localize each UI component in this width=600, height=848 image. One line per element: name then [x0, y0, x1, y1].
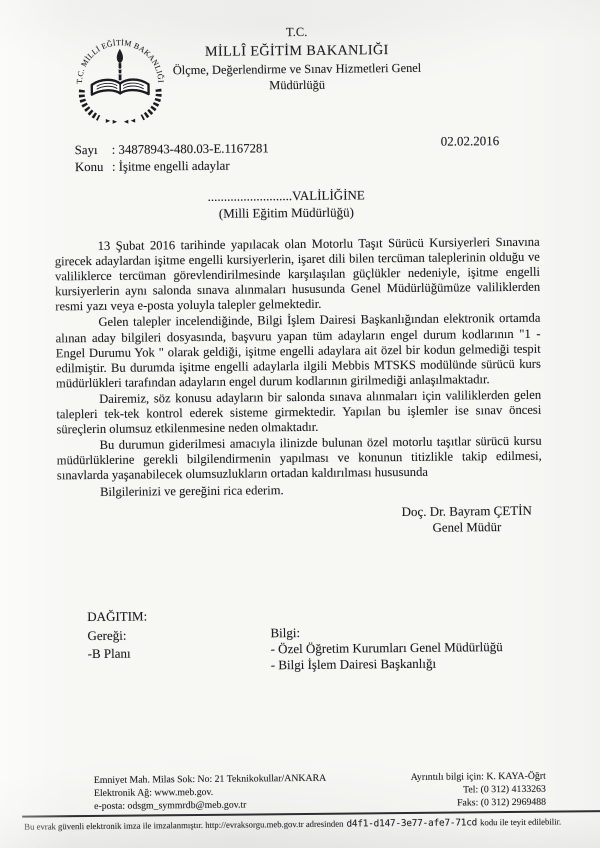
footer-address: Emniyet Mah. Milas Sok: No: 21 Teknikokullar/ANKARA — [93, 772, 327, 786]
body-paragraph: Bu durumun giderilmesi amacıyla ilinizde bulunan özel motorlu taşıtlar sürücü kursu müdürlüklerine gerekli bilgilendirmenin yapılması ve konunun titizlikle takip edilmesi, sınavlarda yaşanabilecek olumsuzlukların ortadan kaldırılması hususunda — [56, 433, 542, 483]
addressee-block — [0, 185, 574, 224]
verification-line — [24, 817, 561, 833]
subject-label: Konu — [74, 159, 104, 174]
subject-row — [75, 157, 269, 175]
letterhead — [0, 22, 597, 96]
letter-body — [55, 235, 542, 501]
distribution-bilgi-item: - Bilgi İşlem Dairesi Başkanlığı — [270, 655, 437, 672]
header-ministry-name: MİLLÎ EĞİTİM BAKANLIĞI — [204, 42, 389, 60]
distribution-geregi-column — [87, 625, 270, 674]
body-paragraph: Gelen talepler incelendiğinde, Bilgi İşlem Dairesi Başkanlığından elektronik ortamda alınan aday bilgileri dosyasında, başvuru yapan tüm adayların engel durum kodlarının "1 - Engel Durumu Yok " olarak geldiği, işitme engelli adaylara ait özel bir kodun gelmediği tespit edilmiştir. Bu durumda işitme engelli adaylarla ilgili Mebbis MTSKS modülünde sürücü kurs müdürlükleri tarafından adayların engel durum kodlarının girilmediği anlaşılmaktadır. — [55, 311, 541, 391]
footer-email: e-posta: odsgm_symmrdb@meb.gov.tr — [94, 799, 247, 812]
header-department-line2: Müdürlüğü — [269, 77, 326, 92]
subject-value: : İşitme engelli adaylar — [111, 158, 230, 174]
signer-name: Doç. Dr. Bayram ÇETİN — [401, 502, 532, 520]
doc-date: 02.02.2016 — [440, 133, 500, 149]
addressee-subline: (Milli Eğitim Müdürlüğü) — [218, 203, 354, 221]
header-republic: T.C. — [285, 24, 308, 40]
signature-block — [389, 502, 544, 537]
verification-prefix: Bu evrak güvenli elektronik imza ile imzalanmıştır. http://evraksorgu.meb.gov.tr adresinden — [24, 818, 344, 832]
closing-line: Bilgilerinizi ve gereğini rica ederim. — [99, 482, 284, 499]
logo-ring-text: T.C. MİLLİ EĞİTİM BAKANLIĞI — [74, 38, 166, 84]
doc-number-row — [75, 140, 269, 158]
verification-code: d4f1-d147-3e77-afe7-71cd — [346, 817, 478, 830]
distribution-geregi-label: Gereği: — [87, 627, 127, 644]
signer-title: Genel Müdür — [432, 520, 502, 535]
verification-suffix: kodu ile teyit edilebilir. — [480, 816, 562, 828]
footer-fax: Faks: (0 312) 2969488 — [456, 796, 547, 809]
footer-web: Elektronik Ağ: www.meb.gov. — [93, 786, 214, 799]
document-meta — [75, 140, 269, 175]
footer-contact-person: Ayrıntılı bilgi için: K. KAYA-Öğrt — [410, 770, 546, 783]
distribution-bilgi-item: - Özel Öğretim Kurumları Genel Müdürlüğü — [270, 638, 503, 657]
doc-number-label: Sayı — [74, 142, 98, 158]
footer-tel: Tel: (0 312) 4133263 — [463, 783, 546, 796]
header-department-line1: Ölçme, Değerlendirme ve Sınav Hizmetleri Genel — [172, 60, 422, 78]
distribution-bilgi-column — [270, 623, 503, 673]
body-paragraph: 13 Şubat 2016 tarihinde yapılacak olan Motorlu Taşıt Sürücü Kursiyerleri Sınavına girecek adaylardan işitme engelli kursiyerlerin, işaret dili bilen tercüman taleplerinin olduğu ve valiliklerce tercüman görevlendirilmesinde karşılaşılan güçlükler nedeniyle, işitme engelli kursiyerlerin aynı salonda sınava alınmaları hususunda Genel Müdürlüğümüze valiliklerden resmi yazı veya e-posta yoluyla talepler gelmektedir. — [54, 234, 541, 314]
addressee-line: ..........................VALİLİĞİNE — [207, 187, 365, 204]
distribution-geregi-item: -B Planı — [87, 645, 131, 661]
footer-address-block — [94, 773, 327, 814]
distribution-block — [87, 605, 503, 674]
distribution-heading: DAĞITIM: — [87, 608, 148, 625]
doc-number-value: : 34878943-480.03-E.1167281 — [111, 141, 269, 157]
footer-contact-block — [354, 771, 546, 811]
body-paragraph: Dairemiz, söz konusu adayların bir salonda sınava alınmaları için valiliklerden gelen talepleri tek-tek kontrol ederek sisteme girmektedir. Yapılan bu işlemler ise sınav öncesi süreçlerin olumsuz etkilenmesine neden olmaktadır. — [56, 387, 542, 437]
distribution-bilgi-label: Bilgi: — [270, 625, 301, 641]
